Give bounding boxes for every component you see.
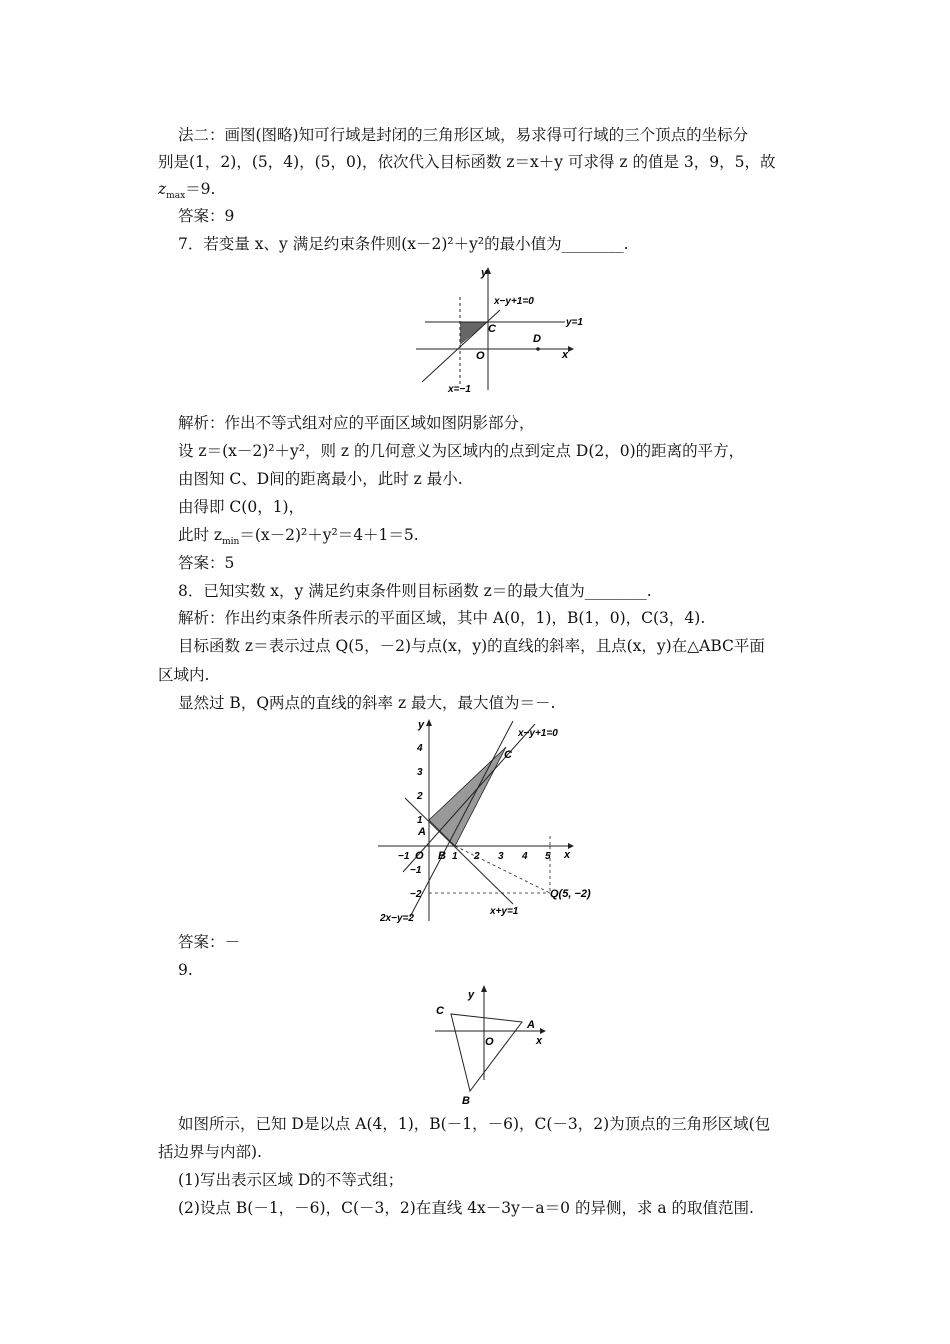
x-tick-4: 4 <box>522 851 528 862</box>
question-9-number: 9. <box>178 961 193 979</box>
zmin-prefix: 此时 z <box>178 526 223 544</box>
label-x: x <box>536 1035 543 1047</box>
question-9-part1: (1)写出表示区域 D的不等式组； <box>178 1171 404 1189</box>
analysis-8-line3: 区域内. <box>158 666 210 684</box>
y-tick-minus2: −2 <box>410 889 422 900</box>
answer-8: 答案：－ <box>178 933 241 951</box>
label-b: B <box>438 850 446 862</box>
analysis-8-line1: 解析：作出约束条件所表示的平面区域，其中 A(0，1)，B(1，0)，C(3，4). <box>178 609 706 627</box>
answer-7: 答案：5 <box>178 554 235 572</box>
label-line3: 2x−y=2 <box>380 913 414 924</box>
figure-q9 <box>430 980 560 1110</box>
min-subscript: min <box>222 537 240 548</box>
triangle-abc <box>451 1014 522 1091</box>
x-tick-3: 3 <box>498 851 504 862</box>
z-symbol: z <box>158 180 167 198</box>
label-o: O <box>415 850 424 862</box>
label-y: y <box>468 989 475 1001</box>
label-c: C <box>504 749 512 761</box>
analysis-7-line4: 由得即 C(0，1)， <box>178 498 305 516</box>
x-tick-2: 2 <box>474 851 480 862</box>
shaded-triangle-abc <box>429 747 506 846</box>
analysis-7-line1: 解析：作出不等式组对应的平面区域如图阴影部分， <box>178 414 535 432</box>
question-8: 8．已知实数 x，y 满足约束条件则目标函数 z＝的最大值为________. <box>178 582 652 600</box>
figure-q7 <box>410 262 590 397</box>
label-y: y <box>418 719 425 731</box>
point-d <box>536 347 540 351</box>
label-o: O <box>485 1036 494 1048</box>
label-line3: x=−1 <box>448 384 471 395</box>
question-7: 7．若变量 x、y 满足约束条件则(x－2)²＋y²的最小值为________. <box>178 235 629 253</box>
label-line1: x−y+1=0 <box>518 728 558 739</box>
analysis-8-line4: 显然过 B，Q两点的直线的斜率 z 最大，最大值为＝－. <box>178 694 556 712</box>
analysis-7-line3: 由图知 C、D间的距离最小，此时 z 最小. <box>178 470 463 488</box>
x-tick-5: 5 <box>545 851 551 862</box>
text-method-two-line2: 别是(1，2)，(5，4)，(5，0)，依次代入目标函数 z＝x＋y 可求得 z 的值是 3，9，5，故 <box>158 153 776 171</box>
label-a: A <box>418 826 426 838</box>
max-subscript: max <box>166 191 186 202</box>
zmax-value: ＝9. <box>185 180 216 198</box>
x-tick-minus1: −1 <box>398 851 410 862</box>
line-2x-minus-y-2 <box>410 721 513 917</box>
label-b: B <box>462 1095 470 1107</box>
x-arrow <box>568 346 574 352</box>
figure-q8 <box>370 716 615 928</box>
zmin-expression: ＝(x－2)²＋y²＝4＋1＝5. <box>239 526 419 544</box>
x-arrow <box>540 1028 546 1034</box>
y-tick-1: 1 <box>417 815 423 826</box>
question-9-part2: (2)设点 B(－1，－6)，C(－3，2)在直线 4x－3y－a＝0 的异侧，求 a 的取值范围. <box>178 1199 754 1217</box>
label-x: x <box>564 849 571 861</box>
label-c: C <box>488 323 496 335</box>
analysis-7-line5 <box>178 525 419 552</box>
label-q: Q(5, −2) <box>550 888 591 900</box>
label-d: D <box>533 333 541 345</box>
question-9-line2: 括边界与内部). <box>158 1143 262 1161</box>
label-line2: y=1 <box>566 317 583 328</box>
label-a: A <box>527 1019 535 1031</box>
label-c: C <box>436 1005 444 1017</box>
label-o: O <box>476 350 485 362</box>
label-line2: x+y=1 <box>490 906 519 917</box>
y-tick-minus1: −1 <box>410 865 422 876</box>
analysis-8-line2: 目标函数 z＝表示过点 Q(5，－2)与点(x，y)的直线的斜率，且点(x，y)在△ABC平面 <box>178 637 765 655</box>
question-9-line1: 如图所示，已知 D是以点 A(4，1)，B(－1，－6)，C(－3，2)为顶点的三角形区域(包 <box>178 1115 771 1133</box>
y-arrow <box>426 719 432 726</box>
text-zmax <box>158 179 215 206</box>
label-y: y <box>481 267 488 279</box>
analysis-7-line2: 设 z＝(x－2)²＋y²，则 z 的几何意义为区域内的点到定点 D(2，0)的距离的平方， <box>178 442 745 460</box>
y-tick-4: 4 <box>417 743 423 754</box>
x-tick-1: 1 <box>452 851 458 862</box>
answer-6: 答案：9 <box>178 207 235 225</box>
y-arrow <box>481 985 487 992</box>
label-line1: x−y+1=0 <box>494 296 534 307</box>
y-tick-3: 3 <box>417 767 423 778</box>
y-tick-2: 2 <box>417 791 423 802</box>
label-x: x <box>562 349 569 361</box>
text-method-two-line1: 法二：画图(图略)知可行域是封闭的三角形区域，易求得可行域的三个顶点的坐标分 <box>178 126 749 144</box>
